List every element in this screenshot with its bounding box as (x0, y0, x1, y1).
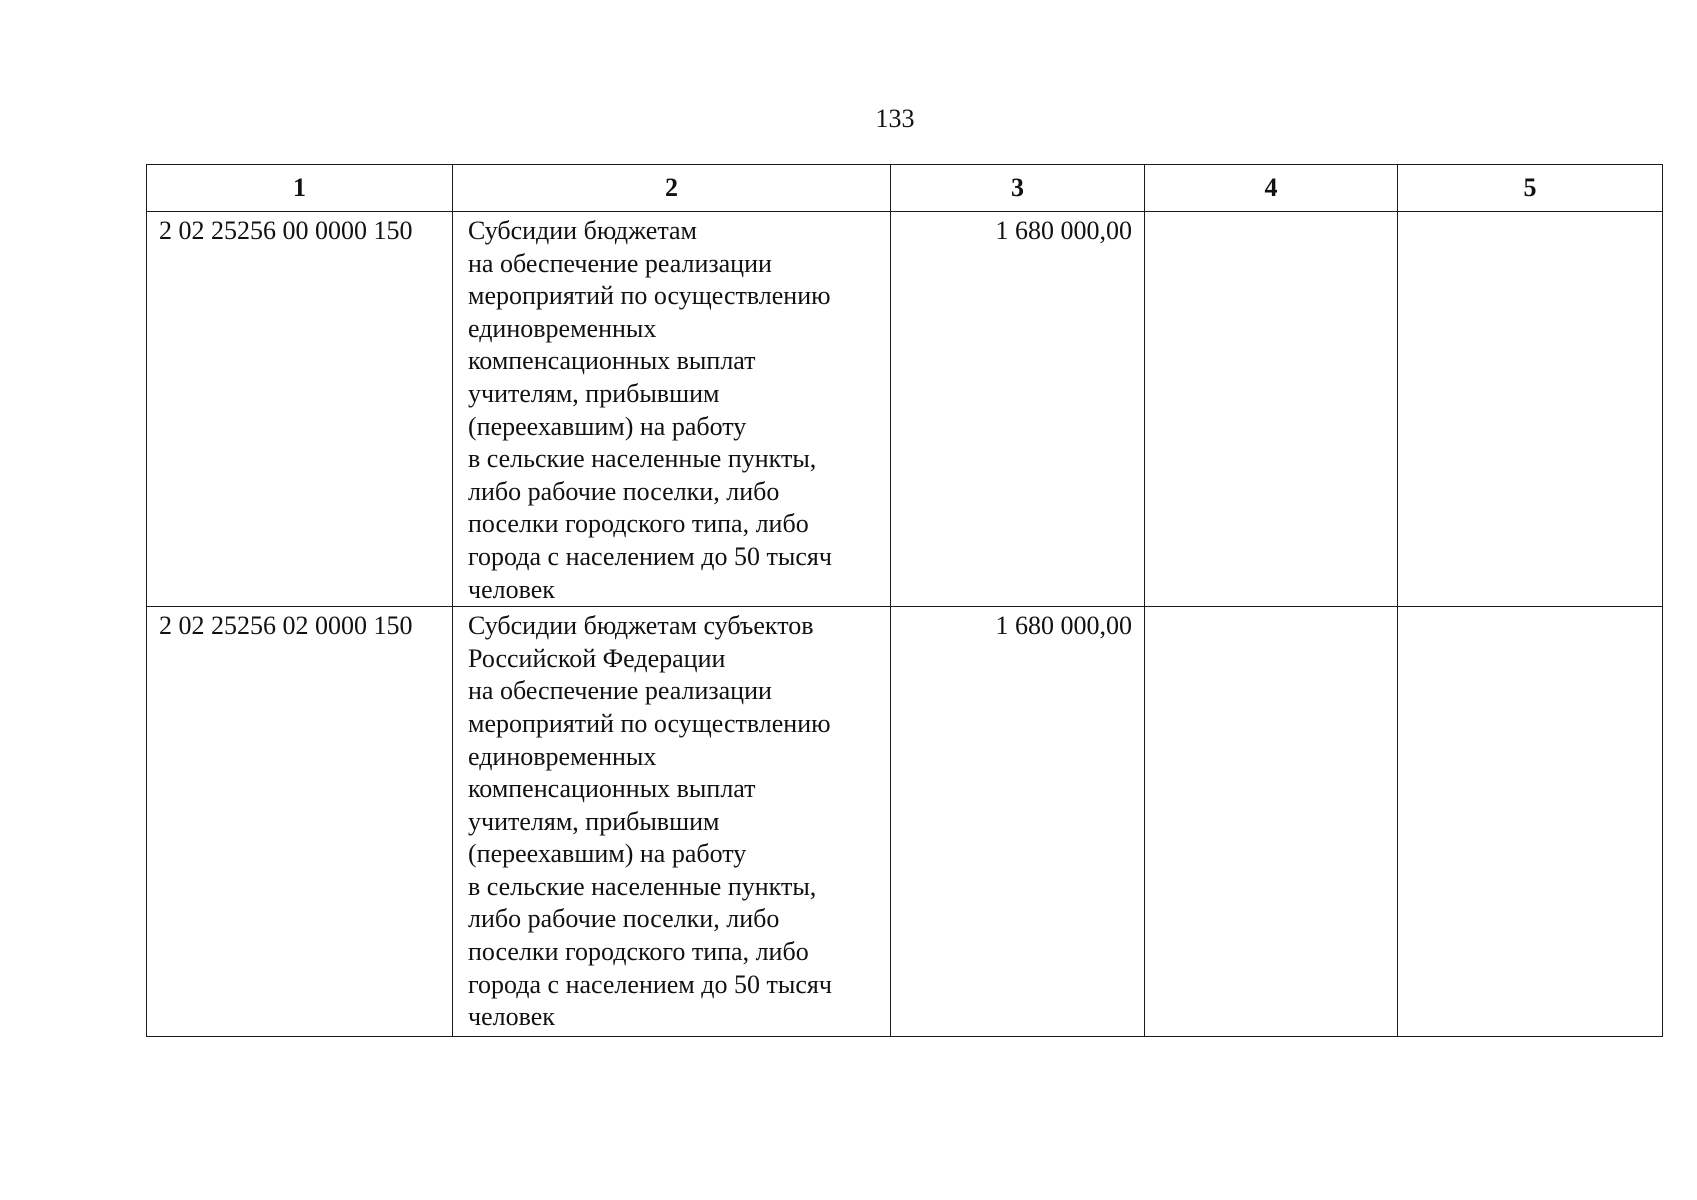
description-line: города с населением до 50 тысяч (468, 541, 832, 571)
description-line: Субсидии бюджетам субъектов (468, 611, 814, 641)
column-header-3: 3 (891, 165, 1145, 212)
budget-table (146, 164, 1663, 1037)
description-line: на обеспечение реализации (468, 676, 772, 706)
description-line: учителям, прибывшим (468, 806, 720, 836)
description-line: единовременных (468, 313, 657, 343)
description-line: Российской Федерации (468, 643, 726, 673)
column-5-cell (1398, 212, 1663, 607)
description-line: в сельские населенные пункты, (468, 871, 817, 901)
description-line: человек (468, 574, 555, 604)
description-line: мероприятий по осуществлению (468, 708, 831, 738)
description-line: единовременных (468, 741, 657, 771)
column-4-cell (1145, 607, 1398, 1037)
header-row (147, 165, 1663, 212)
column-header-5: 5 (1398, 165, 1663, 212)
description-line: в сельские населенные пункты, (468, 444, 817, 474)
table-row (147, 607, 1663, 1037)
description-line: поселки городского типа, либо (468, 509, 809, 539)
column-header-1: 1 (147, 165, 453, 212)
description-line: (переехавшим) на работу (468, 839, 747, 869)
column-5-cell (1398, 607, 1663, 1037)
column-4-cell (1145, 212, 1398, 607)
description-cell (453, 607, 891, 1037)
table-row (147, 212, 1663, 607)
description-line: (переехавшим) на работу (468, 411, 747, 441)
description-line: на обеспечение реализации (468, 248, 772, 278)
column-header-4: 4 (1145, 165, 1398, 212)
amount-cell: 1 680 000,00 (891, 607, 1145, 1037)
budget-code-cell: 2 02 25256 00 0000 150 (147, 212, 453, 607)
description-line: города с населением до 50 тысяч (468, 969, 832, 999)
description-line: человек (468, 1002, 555, 1032)
column-header-2: 2 (453, 165, 891, 212)
budget-code-cell: 2 02 25256 02 0000 150 (147, 607, 453, 1037)
description-line: учителям, прибывшим (468, 378, 720, 408)
description-line: компенсационных выплат (468, 774, 756, 804)
description-line: компенсационных выплат (468, 346, 756, 376)
description-line: Субсидии бюджетам (468, 216, 697, 245)
description-line: мероприятий по осуществлению (468, 281, 831, 311)
description-cell (453, 212, 891, 607)
page-number: 133 (875, 104, 915, 133)
amount-cell: 1 680 000,00 (891, 212, 1145, 607)
description-line: поселки городского типа, либо (468, 937, 809, 967)
description-line: либо рабочие поселки, либо (468, 476, 780, 506)
description-line: либо рабочие поселки, либо (468, 904, 780, 934)
